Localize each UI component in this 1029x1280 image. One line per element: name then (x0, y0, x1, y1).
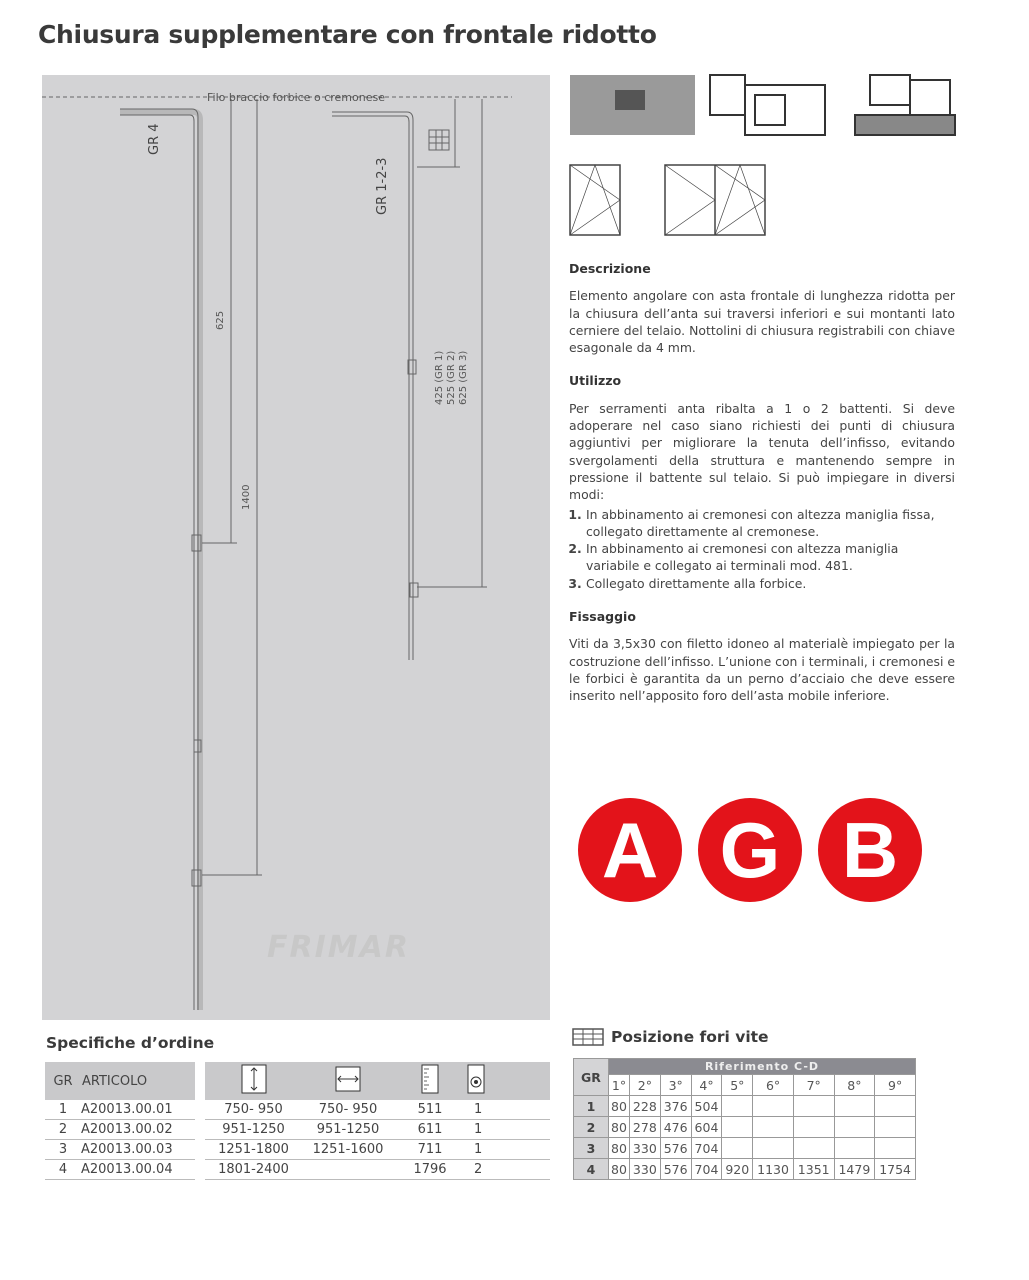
cell: 951-1250 (302, 1120, 394, 1140)
cell: 1801-2400 (205, 1160, 302, 1180)
table-row (574, 1117, 916, 1138)
position-column-header: 7° (793, 1075, 834, 1096)
cell: 1 (466, 1120, 550, 1140)
dimension-gr123 (434, 351, 470, 405)
table-row (45, 1160, 195, 1180)
cell: 1 (45, 1100, 81, 1120)
fixing-heading: Fissaggio (569, 609, 636, 625)
position-cell (722, 1138, 753, 1159)
position-cell (875, 1117, 916, 1138)
agb-logo (578, 798, 928, 902)
position-cell: 1130 (753, 1159, 794, 1180)
gr4-label: GR 4 (147, 123, 162, 155)
cell: 3 (45, 1140, 81, 1160)
usage-heading: Utilizzo (569, 373, 622, 389)
table-row (574, 1096, 916, 1117)
description-section (569, 260, 955, 721)
position-cell (834, 1138, 875, 1159)
screw-positions-title: Posizione fori vite (611, 1028, 769, 1046)
cell: A20013.00.02 (81, 1120, 195, 1140)
position-cell: 80 (609, 1138, 630, 1159)
usage-list-item: 3. Collegato direttamente alla forbice. (586, 575, 955, 592)
position-cell: 1351 (793, 1159, 834, 1180)
top-reference-label: Filo braccio forbice o cremonese (207, 91, 385, 104)
cell: 1796 (394, 1160, 466, 1180)
position-column-header: 1° (609, 1075, 630, 1096)
usage-list (569, 506, 955, 592)
position-cell (753, 1117, 794, 1138)
position-column-header: 2° (629, 1075, 660, 1096)
order-specs-table (45, 1062, 195, 1180)
position-column-header: 6° (753, 1075, 794, 1096)
position-column-header: 5° (722, 1075, 753, 1096)
dimension-gr2: 525 (GR 2) (446, 350, 457, 405)
position-cell (722, 1096, 753, 1117)
position-cell (793, 1096, 834, 1117)
logo-letter-g: G (698, 798, 802, 902)
gr-cell: 2 (574, 1117, 609, 1138)
position-cell: 228 (629, 1096, 660, 1117)
gr-cell: 3 (574, 1138, 609, 1159)
dimension-gr3: 625 (GR 3) (458, 350, 469, 405)
position-cell (793, 1117, 834, 1138)
cell: 750- 950 (302, 1100, 394, 1120)
position-cell: 920 (722, 1159, 753, 1180)
table-row (205, 1140, 550, 1160)
position-cell: 80 (609, 1096, 630, 1117)
position-cell (793, 1138, 834, 1159)
position-cell (753, 1096, 794, 1117)
position-column-header: 4° (691, 1075, 722, 1096)
position-cell: 278 (629, 1117, 660, 1138)
dimension-gr1: 425 (GR 1) (434, 350, 445, 405)
reference-header: Riferimento C-D (609, 1059, 916, 1075)
dimension-1400: 1400 (241, 484, 252, 510)
cell: A20013.00.03 (81, 1140, 195, 1160)
position-cell: 576 (660, 1138, 691, 1159)
table-row (45, 1120, 195, 1140)
usage-text: Per serramenti anta ribalta a 1 o 2 battenti. Si deve adoperare nel caso siano richiesti dei punti di chiusura aggiuntivi per migliorare la tenuta dell’infisso, evitando svergolamenti della struttura e mantenendo sempre in pressione il battente sul telaio. Si può impiegare in diversi modi: (569, 400, 955, 503)
table-row (574, 1138, 916, 1159)
cell: 750- 950 (205, 1100, 302, 1120)
table-row (205, 1160, 550, 1180)
position-column-header: 8° (834, 1075, 875, 1096)
pvc-profile-icon (710, 75, 825, 135)
position-cell: 1479 (834, 1159, 875, 1180)
position-cell: 476 (660, 1117, 691, 1138)
usage-list-item: 2. In abbinamento ai cremonesi con altezza maniglia variabile e collegato ai terminali mod. 481. (586, 540, 955, 575)
description-text: Elemento angolare con asta frontale di lunghezza ridotta per la chiusura dell’anta sui traversi inferiori e sui montanti lato cerniere del telaio. Nottolini di chiusura registrabili con chiave esagonale da 4 mm. (569, 288, 955, 356)
sash-width-icon (302, 1062, 394, 1100)
order-specs-title: Specifiche d’ordine (46, 1034, 215, 1052)
logo-letter-a: A (578, 798, 682, 902)
position-cell: 1754 (875, 1159, 916, 1180)
drawing-lines (42, 75, 550, 1020)
position-cell: 504 (691, 1096, 722, 1117)
fixing-text: Viti da 3,5x30 con filetto idoneo al materialè impiegato per la costruzione dell’infisso. L’unione con i terminali, i cremonesi e le forbici è garantita da un perno d’acciaio che deve essere inserito nell’apposito foro dell’asta mobile inferiore. (569, 636, 956, 704)
gr-cell: 4 (574, 1159, 609, 1180)
position-cell: 704 (691, 1138, 722, 1159)
dimension-625: 625 (215, 310, 226, 330)
screw-positions-table (573, 1058, 916, 1180)
cell (302, 1160, 394, 1180)
table-row (574, 1159, 916, 1180)
usage-list-item: 1. In abbinamento ai cremonesi con altezza maniglia fissa, collegato direttamente al cremonese. (586, 506, 955, 541)
position-cell: 704 (691, 1159, 722, 1180)
position-cell (834, 1096, 875, 1117)
position-cell (753, 1138, 794, 1159)
position-cell: 576 (660, 1159, 691, 1180)
cell: 2 (466, 1160, 550, 1180)
logo-letter-b: B (818, 798, 922, 902)
cell: A20013.00.01 (81, 1100, 195, 1120)
length-ruler-icon (394, 1062, 466, 1100)
single-sash-window-icon (570, 165, 620, 235)
position-cell: 330 (629, 1138, 660, 1159)
sash-height-icon (205, 1062, 302, 1100)
locking-point-icon (466, 1062, 550, 1100)
position-column-header: 3° (660, 1075, 691, 1096)
position-cell: 376 (660, 1096, 691, 1117)
cell: 1 (466, 1100, 550, 1120)
article-header: ARTICOLO (81, 1062, 195, 1100)
gr123-label: GR 1-2-3 (375, 157, 390, 215)
gr-cell: 1 (574, 1096, 609, 1117)
position-cell (875, 1138, 916, 1159)
cell: 611 (394, 1120, 466, 1140)
table-row (45, 1140, 195, 1160)
position-cell: 80 (609, 1159, 630, 1180)
watermark-logo: FRIMAR (267, 930, 410, 965)
gr-header: GR (45, 1062, 81, 1100)
cell: 4 (45, 1160, 81, 1180)
position-cell: 80 (609, 1117, 630, 1138)
position-column-header: 9° (875, 1075, 916, 1096)
cell: A20013.00.04 (81, 1160, 195, 1180)
cell: 1251-1800 (205, 1140, 302, 1160)
cell: 2 (45, 1120, 81, 1140)
gr-header: GR (574, 1059, 609, 1096)
position-cell (722, 1117, 753, 1138)
position-cell: 604 (691, 1117, 722, 1138)
table-row (205, 1100, 550, 1120)
table-row (45, 1100, 195, 1120)
description-heading: Descrizione (569, 261, 651, 276)
position-cell (834, 1117, 875, 1138)
cell: 1 (466, 1140, 550, 1160)
technical-drawing (42, 75, 550, 1020)
table-grid-icon (572, 1028, 604, 1046)
aluminium-profile-icon (855, 75, 955, 135)
position-cell: 330 (629, 1159, 660, 1180)
page-title: Chiusura supplementare con frontale ridotto (38, 20, 657, 49)
cell: 711 (394, 1140, 466, 1160)
profile-illustrations (565, 70, 965, 240)
position-cell (875, 1096, 916, 1117)
cell: 951-1250 (205, 1120, 302, 1140)
cell: 1251-1600 (302, 1140, 394, 1160)
order-specs-dimensions-table (205, 1062, 550, 1180)
table-row (205, 1120, 550, 1140)
cell: 511 (394, 1100, 466, 1120)
